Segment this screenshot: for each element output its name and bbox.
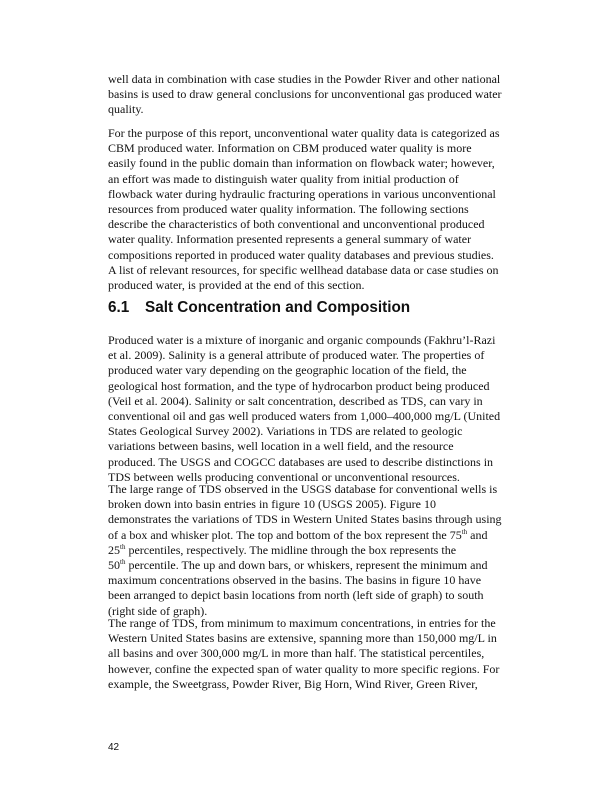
text-line: been arranged to depict basin locations from north (left side of graph) to south [108,588,484,603]
section-title: Salt Concentration and Composition [145,299,411,316]
text-line: well data in combination with case studies in the Powder River and other national [108,72,501,86]
text-line: variations between basins, well location in a well field, and the resource [108,439,454,454]
text-line: TDS between wells producing conventional or unconventional resources. [108,469,460,484]
text-line: Produced water is a mixture of inorganic and organic compounds (Fakhru’l-Razi [108,333,496,347]
text-line: easily found in the public domain than information on flowback water; however, [108,156,495,171]
text-line: maximum concentrations observed in the basins. The basins in figure 10 have [108,573,482,588]
text-line: (Veil et al. 2004). Salinity or salt concentration, described as TDS, can vary in [108,393,483,408]
text-line: basins is used to draw general conclusions for unconventional gas produced water [108,87,502,102]
text-run: 50 [108,558,120,573]
text-line: (right side of graph). [108,603,208,618]
text-line: an effort was made to distinguish water quality from initial production of [108,171,459,186]
text-line: describe the characteristics of both conventional and unconventional produced [108,217,485,232]
tds-span-paragraph [108,616,504,692]
text-line: For the purpose of this report, unconventional water quality data is categorized as [108,126,500,140]
text-line: A list of relevant resources, for specific wellhead database data or case studies on [108,262,499,277]
text-line: The range of TDS, from minimum to maximum concentrations, in entries for the [108,616,496,630]
superscript: th [120,558,126,567]
superscript: th [461,527,468,536]
text-line: The large range of TDS observed in the USGS database for conventional wells is [108,482,498,496]
text-run: percentiles, respectively. The midline through the box represents the [125,542,457,557]
text-line: geological host formation, and the type of hydrocarbon product being produced [108,378,490,393]
text-line [108,543,504,558]
text-line: resources from produced water quality information. The following sections [108,202,469,217]
superscript: th [120,542,126,551]
text-line: States Geological Survey 2002). Variations in TDS are related to geologic [108,424,463,439]
text-run: percentile. The up and down bars, or whiskers, represent the minimum and [125,558,488,573]
text-line [108,528,504,543]
section-number: 6.1 [108,299,130,316]
text-line: example, the Sweetgrass, Powder River, Big Horn, Wind River, Green River, [108,676,478,691]
text-line: produced water vary depending on the geographic location of the field, the [108,363,467,378]
text-line: conventional oil and gas well produced waters from 1,000–400,000 mg/L (United [108,409,501,424]
text-line: et al. 2009). Salinity is a general attribute of produced water. The properties of [108,348,485,363]
tds-range-paragraph [108,482,504,619]
text-line: Western United States basins are extensive, spanning more than 150,000 mg/L in [108,631,497,646]
text-line: broken down into basin entries in figure 10 (USGS 2005). Figure 10 [108,497,436,512]
text-run: 25 [108,542,120,557]
page-number: 42 [108,742,120,753]
produced-water-paragraph [108,333,504,485]
text-line: water quality. Information presented represents a general summary of water [108,232,472,247]
report-purpose-paragraph [108,126,504,293]
text-line: however, confine the expected span of water quality to more specific regions. For [108,661,500,676]
text-line: all basins and over 300,000 mg/L in more than half. The statistical percentiles, [108,646,485,661]
text-line: flowback water during hydraulic fracturing operations in various unconventional [108,186,496,201]
text-line [108,558,504,573]
text-run: and [467,527,488,542]
text-line: produced water, is provided at the end of this section. [108,278,365,293]
section-heading [108,299,410,317]
text-line: CBM produced water. Information on CBM produced water quality is more [108,141,472,156]
text-line: quality. [108,102,144,117]
text-line: produced. The USGS and COGCC databases are used to describe distinctions in [108,454,494,469]
text-run: of a box and whisker plot. The top and bottom of the box represent the 75 [108,527,462,542]
text-line: demonstrates the variations of TDS in Western United States basins through using [108,512,502,527]
text-line: compositions reported in produced water quality databases and previous studies. [108,247,494,262]
intro-paragraph-continued [108,72,504,118]
